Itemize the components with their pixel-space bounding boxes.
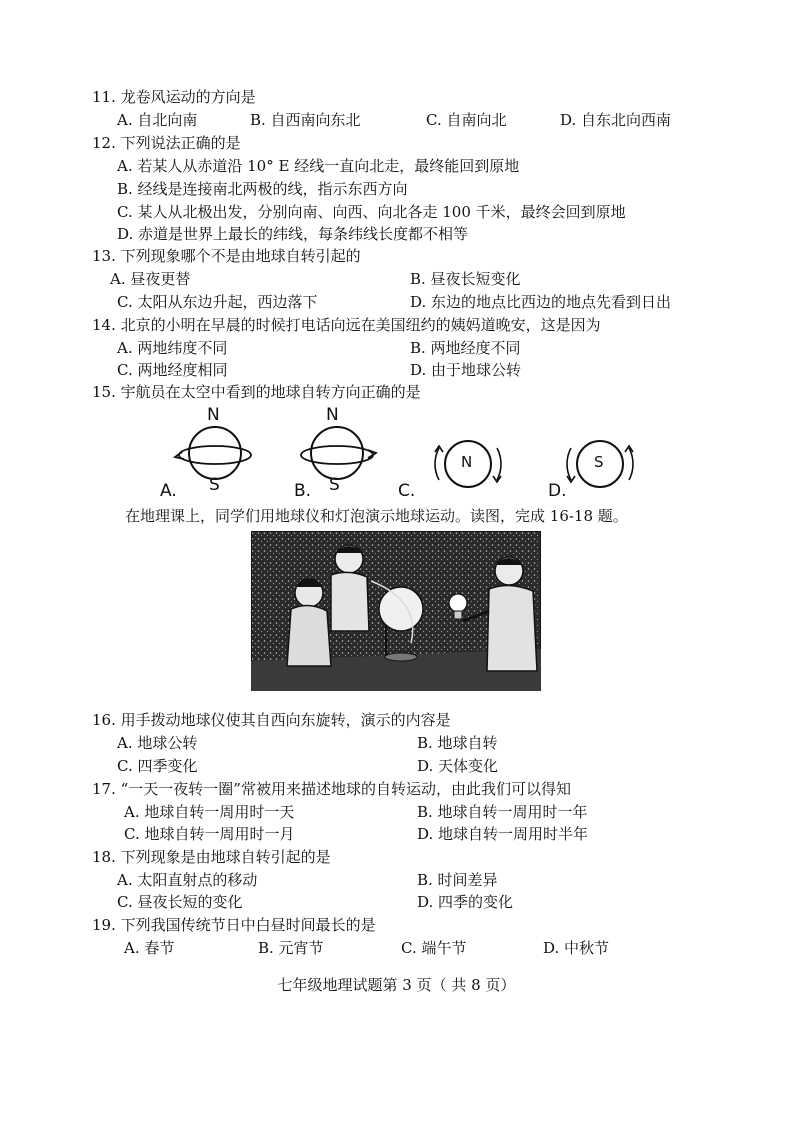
q18-option-c: C. 昼夜长短的变化 bbox=[117, 893, 243, 911]
q11-option-c: C. 自南向北 bbox=[426, 111, 507, 129]
intro-16-18: 在地理课上，同学们用地球仪和灯泡演示地球运动。读图，完成 16-18 题。 bbox=[125, 507, 628, 525]
q13-option-d: D. 东边的地点比西边的地点先看到日出 bbox=[410, 293, 672, 311]
q13-option-b: B. 昼夜长短变化 bbox=[410, 270, 521, 288]
question-18-stem: 18. 下列现象是由地球自转引起的是 bbox=[92, 848, 331, 866]
q15-figure-d bbox=[557, 432, 647, 496]
q11-option-d: D. 自东北向西南 bbox=[560, 111, 672, 129]
q15-a-south-label: S bbox=[209, 475, 220, 495]
q15-b-north-label: N bbox=[326, 405, 339, 425]
question-13-stem: 13. 下列现象哪个不是由地球自转引起的 bbox=[92, 247, 361, 265]
q19-option-c: C. 端午节 bbox=[401, 939, 467, 957]
q14-option-d: D. 由于地球公转 bbox=[410, 361, 522, 379]
q11-option-a: A. 自北向南 bbox=[117, 111, 198, 129]
q12-option-d: D. 赤道是世界上最长的纬线，每条纬线长度都不相等 bbox=[117, 225, 469, 243]
q14-option-c: C. 两地经度相同 bbox=[117, 361, 228, 379]
q19-option-d: D. 中秋节 bbox=[543, 939, 610, 957]
classroom-globe-illustration bbox=[251, 531, 541, 691]
q18-option-a: A. 太阳直射点的移动 bbox=[117, 871, 258, 889]
question-14-stem: 14. 北京的小明在早晨的时候打电话向远在美国纽约的姨妈道晚安，这是因为 bbox=[92, 316, 601, 334]
q18-option-b: B. 时间差异 bbox=[417, 871, 498, 889]
q15-figure-b-label: B. bbox=[294, 481, 312, 501]
q13-option-c: C. 太阳从东边升起，西边落下 bbox=[117, 293, 318, 311]
q12-option-c: C. 某人从北极出发，分别向南、向西、向北各走 100 千米，最终会回到原地 bbox=[117, 203, 626, 221]
q15-c-pole-label: N bbox=[461, 453, 473, 471]
q16-option-c: C. 四季变化 bbox=[117, 757, 198, 775]
q17-option-d: D. 地球自转一周用时半年 bbox=[417, 825, 589, 843]
q13-option-a: A. 昼夜更替 bbox=[110, 270, 191, 288]
question-11-stem: 11. 龙卷风运动的方向是 bbox=[92, 88, 256, 106]
question-16-stem: 16. 用手拨动地球仪使其自西向东旋转，演示的内容是 bbox=[92, 711, 451, 729]
q16-option-a: A. 地球公转 bbox=[117, 734, 198, 752]
q17-option-b: B. 地球自转一周用时一年 bbox=[417, 803, 588, 821]
page-footer: 七年级地理试题第 3 页（ 共 8 页） bbox=[277, 976, 516, 994]
q17-option-a: A. 地球自转一周用时一天 bbox=[124, 803, 295, 821]
question-17-stem: 17. “一天一夜转一圈”常被用来描述地球的自转运动，由此我们可以得知 bbox=[92, 780, 571, 798]
q18-option-d: D. 四季的变化 bbox=[417, 893, 514, 911]
q11-option-b: B. 自西南向东北 bbox=[250, 111, 361, 129]
q19-option-a: A. 春节 bbox=[124, 939, 175, 957]
q12-option-a: A. 若某人从赤道沿 10° E 经线一直向北走，最终能回到原地 bbox=[117, 157, 520, 175]
q14-option-a: A. 两地纬度不同 bbox=[117, 339, 228, 357]
q15-figure-c bbox=[425, 432, 515, 496]
q16-option-d: D. 天体变化 bbox=[417, 757, 499, 775]
q15-d-pole-label: S bbox=[594, 453, 604, 471]
q12-option-b: B. 经线是连接南北两极的线，指示东西方向 bbox=[117, 180, 408, 198]
q19-option-b: B. 元宵节 bbox=[258, 939, 324, 957]
question-19-stem: 19. 下列我国传统节日中白昼时间最长的是 bbox=[92, 916, 376, 934]
q15-figure-c-label: C. bbox=[398, 481, 416, 501]
q15-figure-d-label: D. bbox=[548, 481, 567, 501]
question-15-stem: 15. 宇航员在太空中看到的地球自转方向正确的是 bbox=[92, 383, 421, 401]
q15-a-north-label: N bbox=[207, 405, 220, 425]
q16-option-b: B. 地球自转 bbox=[417, 734, 498, 752]
question-12-stem: 12. 下列说法正确的是 bbox=[92, 134, 241, 152]
q17-option-c: C. 地球自转一周用时一月 bbox=[124, 825, 295, 843]
q15-figure-a-label: A. bbox=[160, 481, 177, 501]
q15-figure-a bbox=[170, 405, 270, 500]
q15-b-south-label: S bbox=[329, 475, 340, 495]
q14-option-b: B. 两地经度不同 bbox=[410, 339, 521, 357]
